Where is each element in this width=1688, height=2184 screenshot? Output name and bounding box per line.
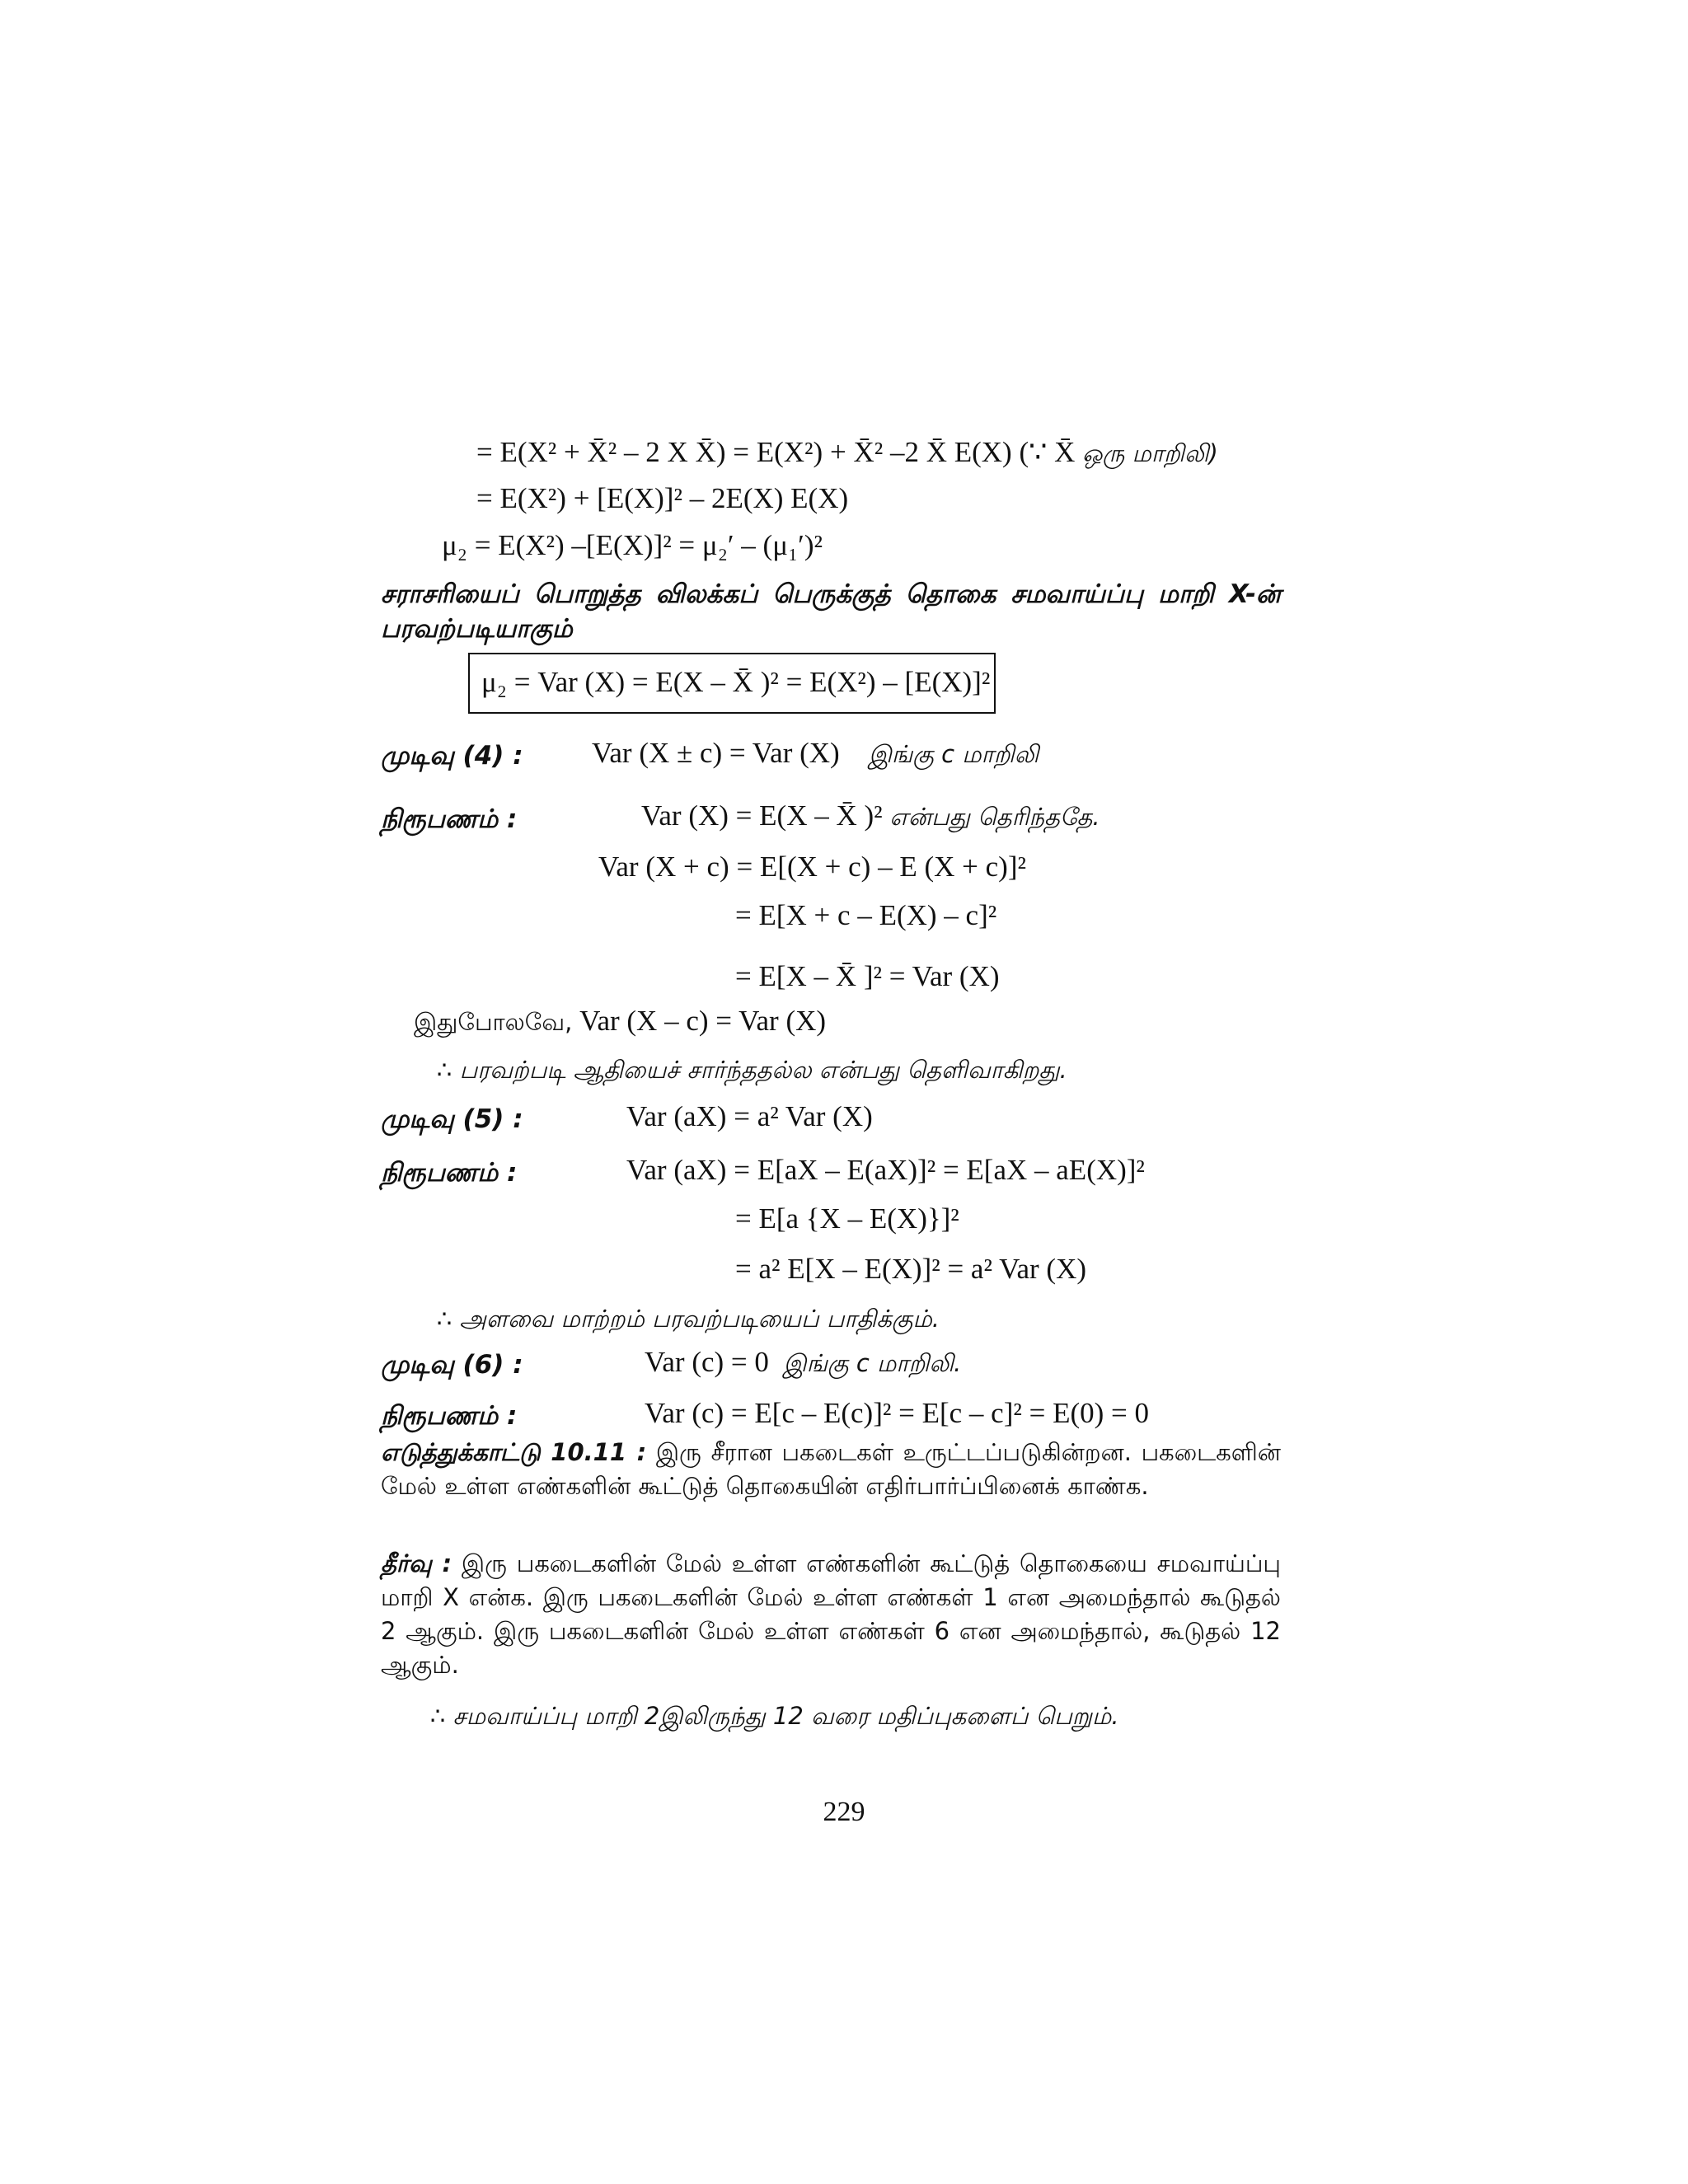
result5-statement: Var (aX) = a² Var (X)	[626, 1100, 873, 1132]
result5-proof-line-1: Var (aX) = E[aX – E(aX)]² = E[aX – aE(X)]²	[626, 1154, 1145, 1186]
result4-proof-note-1: என்பது தெரிந்ததே.	[889, 803, 1100, 831]
result4-similarly-formula: Var (X – c) = Var (X)	[579, 1005, 827, 1037]
solution-heading: தீர்வு :	[381, 1549, 452, 1577]
example-text: இரு சீரான பகடைகள் உருட்டப்படுகின்றன. பகடைகளின் மேல் உள்ள எண்களின் கூட்டுத் தொகையின் எதிர்பார்ப்பினைக் காண்க.	[381, 1438, 1281, 1500]
result6-formula: Var (c) = 0	[645, 1346, 769, 1378]
boxed-formula-frame	[468, 653, 996, 714]
solution-text: இரு பகடைகளின் மேல் உள்ள எண்களின் கூட்டுத் தொகையை சமவாய்ப்பு மாறி X என்க. இரு பகடைகளின் மேல் உள்ள எண்கள் 1 என அமைந்தால் கூடுதல் 2 ஆகும். இரு பகடைகளின் மேல் உள்ள எண்கள் 6 என அமைந்தால், கூடுதல் 12 ஆகும்.	[381, 1549, 1281, 1679]
derivation-line-1	[476, 434, 1218, 471]
result4-similarly-line	[414, 1003, 826, 1040]
result4-proof-line-4: = E[X – X̄ ]² = Var (X)	[735, 960, 1000, 992]
example-heading: எடுத்துக்காட்டு 10.11 :	[381, 1438, 647, 1466]
result4-similarly-prefix: இதுபோலவே,	[414, 1008, 573, 1036]
result6-statement	[645, 1344, 961, 1381]
result4-formula: Var (X ± c) = Var (X)	[592, 737, 840, 769]
result6-label: முடிவு (6) :	[381, 1350, 523, 1380]
result6-note: இங்கு c மாறிலி.	[783, 1349, 962, 1377]
solution-conclusion: ∴ சமவாய்ப்பு மாறி 2இலிருந்து 12 வரை மதிப்புகளைப் பெறும்.	[430, 1702, 1119, 1730]
result4-proof-line-2: Var (X + c) = E[(X + c) – E (X + c)]²	[598, 851, 1026, 883]
result5-label: முடிவு (5) :	[381, 1104, 523, 1134]
derivation-expression-1: = E(X² + X̄² – 2 X X̄) = E(X²) + X̄² –2 X̄ E(X) (∵ X̄	[476, 436, 1076, 468]
result4-proof-line-1	[641, 798, 1100, 835]
result4-proof-formula-1: Var (X) = E(X – X̄ )²	[641, 799, 883, 832]
derivation-line-3: μ₂ = E(X²) –[E(X)]² = μ₂′ – (μ₁′)²	[442, 529, 823, 561]
result6-proof-line-1: Var (c) = E[c – E(c)]² = E[c – c]² = E(0) = 0	[645, 1397, 1150, 1429]
result5-proof-label: நிரூபணம் :	[381, 1158, 518, 1188]
result4-statement	[592, 735, 1039, 772]
derivation-note-1: ஒரு மாறிலி)	[1082, 439, 1218, 467]
result4-note: இங்கு c மாறிலி	[868, 740, 1039, 768]
example-paragraph	[381, 1436, 1281, 1503]
result5-proof-line-3: = a² E[X – E(X)]² = a² Var (X)	[735, 1253, 1086, 1285]
result4-proof-label: நிரூபணம் :	[381, 804, 518, 834]
derivation-line-2: = E(X²) + [E(X)]² – 2E(X) E(X)	[476, 482, 849, 514]
page-number: 229	[823, 1797, 865, 1827]
result5-proof-line-2: = E[a {X – E(X)}]²	[735, 1202, 959, 1235]
result4-conclusion: ∴ பரவற்படி ஆதியைச் சார்ந்ததல்ல என்பது தெளிவாகிறது.	[437, 1056, 1067, 1084]
result5-conclusion: ∴ அளவை மாற்றம் பரவற்படியைப் பாதிக்கும்.	[437, 1305, 940, 1333]
solution-paragraph	[381, 1547, 1281, 1682]
result4-proof-line-3: = E[X + c – E(X) – c]²	[735, 899, 997, 931]
result6-proof-label: நிரூபணம் :	[381, 1401, 518, 1431]
bold-statement: சராசரியைப் பொறுத்த விலக்கப் பெருக்குத் தொகை சமவாய்ப்பு மாறி X-ன் பரவற்படியாகும்	[381, 579, 1281, 644]
boxed-formula: μ₂ = Var (X) = E(X – X̄ )² = E(X²) – [E(X)]²	[481, 666, 991, 698]
result4-label: முடிவு (4) :	[381, 741, 523, 771]
